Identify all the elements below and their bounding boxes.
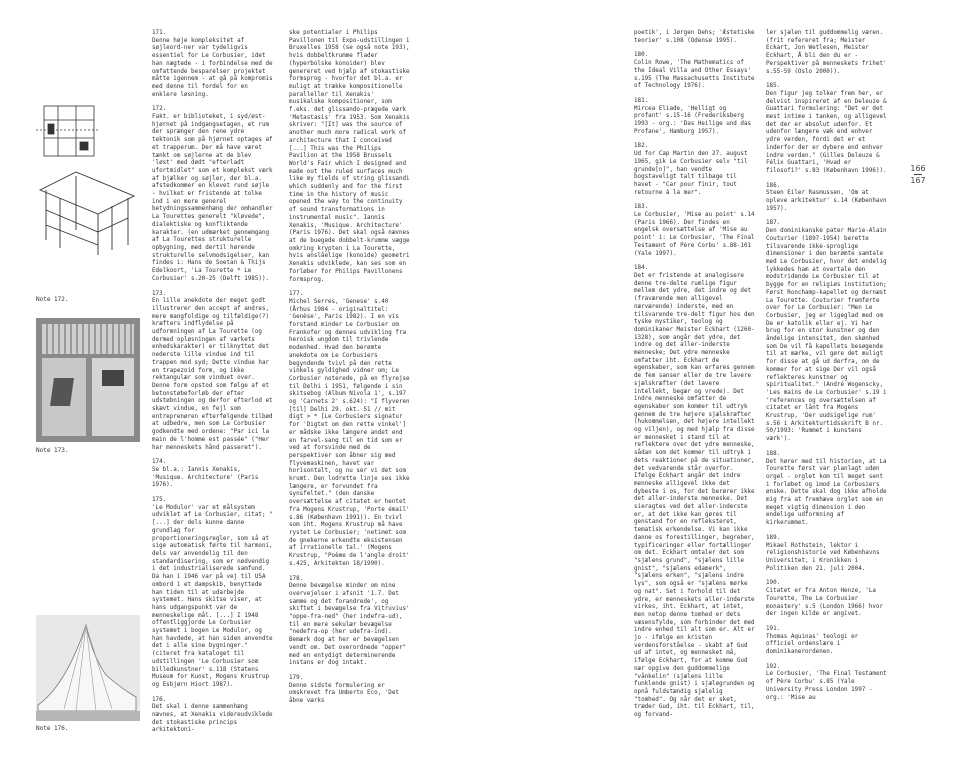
footnote-number: 174.	[152, 459, 167, 466]
footnote	[766, 83, 890, 175]
figure-caption: Note 172.	[36, 296, 69, 303]
footnote-text: Fakt. er biblioteket, i syd/øst-hjørnet på indgangsetagen, et rum der sprænger den rene ydre tektonik som på hjørnet optages af et trapperum. Der må have været tænkt om søjlerne at de blev 'løst' med dødt "efterladt ufortmidlet" som et komplekst værk af bjælker og søjler, der bl.a. afstedkommer en klevet rund søjle - hvilket er fristende at tolke ind i en mere generel betydningssammenhæng der omhandler La Tourettes generelt "kløvede", dialektiske og konfliktende karakter. (en udmærket gennemgang af La Tourettes strukturelle opbygning, med dertil hørende strukturelle selvmodsigelser, kan findes i: Hans de Soetan & Thijs Edelkoort, 'La Tourette * Le Corbusier' s.20-25 (Delft 1985)).	[152, 114, 273, 282]
footnote	[152, 497, 276, 690]
footnote	[634, 265, 758, 719]
footnote	[766, 183, 890, 214]
footnote	[152, 291, 276, 453]
footnote-number: 190.	[766, 580, 781, 587]
footnote-number: 192.	[766, 663, 781, 670]
footnote	[152, 697, 276, 736]
footnote	[634, 98, 758, 137]
footnote-number: 176.	[152, 696, 167, 703]
footnote-text: Michel Serres, 'Genese' s.40 (Århus 1984 - originaltitel: 'Genèse', Paris 1982). I en vis forstand minder Le Corbusier om Frankofer og dennes udvikling fra heroisk ungdom til trivlende modenhed. Hvad den berømte anekdote om Le Corbusiers begyndende tvivl på den rette vinkels gyldighed vidner om; Le Corbusier noterede, på en flyrejse til Delhi i 1951, følgende i sin skitsebog (Album Nivola 1', s.197 og 'Carnets 2' s.624): "I flyveren [til] Delhi 29. okt. 51 // mit digt > * [Le Corbusiers signatur for 'Digtet om den rette vinkel'] er mådske ikke længere andet end en farvel-sang til en tid som er ved at forsvinde med de perspektiver som åbner sig med flyvemaskinen, havet var horisontalt, og nu ser vi det som krumt. Den lodrette linje ses ikke længere, er forvundet fra synsfeltet." (den danske oversættelse af citatet er hentet fra Mogens Krustrup, 'Porte émail' s.86 (København 1991)). En tvivl som iht. Mogens Krustrup må have rystet Le Corbusier; 'netimet som de gnekerne erkendte eksistensen af irrationelle tal.' (Mogens Krustrup, "Poème de l'angle droit' s.425, Arkitekten 18/1990).	[289, 298, 410, 567]
footnote-number: 175.	[152, 497, 167, 504]
footnote-text: Citatet er fra Anton Henze, 'La Tourette, The Le Corbusier monastery' s.5 (London 1966) hvor der ingen kilde er angivet.	[766, 588, 884, 618]
footnote-number: 181.	[634, 97, 649, 104]
footnote-text: 'Le Modulor' var et målsystem udviklet af Le Corbusier, citat; "[...] der dels kunne danne grundlag for proportioneringsregler, som så at sige automatisk førte til harmoni, dels var anvendelig til den standardisering, som er nødvendig i det industrialiserede samfund. Da han i 1946 var på vej til USA ombord i et dampskib, benyttede han tiden til at udarbejde systemet. Hans skitse viser, at hans udgangspunkt var de menneskelige mål. [...] I 1948 offentliggjorde Le Corbusier systemet i bogen Le Modulor, og han havdede, at han siden anvendte det i alle sine bygninger." (citeret fra kataloget til udstillingen 'Le Corbusier som billedkunstner' s.118 (Statens Museum for Kunst, Mogens Krustrup og Esbjørn Hiort 1987).	[152, 504, 273, 688]
footnote-number: 191.	[766, 625, 781, 632]
page-number-right: 167	[910, 176, 926, 185]
footnote-text: Ud for Cap Martin den 27. august 1965, gik Le Corbusier selv "til grunde[n]", han vendte bogstaveligt talt tilbage til havet - "Car pour finir, tout retourne à la mer".	[634, 151, 748, 196]
figure-concrete-photo	[36, 318, 140, 442]
footnote	[289, 675, 413, 706]
footnote	[289, 30, 413, 284]
figure-pavilion-photo	[36, 615, 140, 721]
footnote-text: Den figur jeg tolker frem her, er delvist inspireret af en Deleuze & Guattari formulering: "Det er det mest intime i tanken, og alligevel det der er absolut udenfor. Et udenfor længere væk end enhver ydre verden, fordi det er et inderfor der er dybere end enhver indre verden." (Gilles Deleuze & Félix Guattari, 'Hvad er filosofi?' s.83 (København 1996)).	[766, 90, 887, 174]
footnote-number: 189.	[766, 534, 781, 541]
footnote	[152, 459, 276, 490]
footnote-number: 185.	[766, 83, 781, 90]
footnote-text: Mircea Eliade, 'Helligt og profant' s.15-16 (Frederiksberg 1993 - org.: 'Das Heilige und das Profane', Hamburg 1957).	[634, 105, 752, 135]
footnote	[766, 451, 890, 528]
footnote-number: 183.	[634, 204, 649, 211]
page-number	[907, 163, 929, 186]
notes-column-4	[766, 30, 890, 709]
footnote-number: 187.	[766, 220, 781, 227]
footnote-number: 173.	[152, 290, 167, 297]
page-number-left: 166	[910, 164, 926, 173]
footnote	[634, 204, 758, 258]
footnote-text: Thomas Aquinas' teologi er officiel ordenslære i dominikanerordenen.	[766, 633, 859, 656]
footnote	[766, 535, 890, 574]
footnote-text: Colin Rowe, 'The Mathematics of the Ideal Villa and Other Essays' s.195 (The Massachusetts Institute of Technology 1976).	[634, 60, 755, 90]
footnote	[766, 580, 890, 619]
footnote-text: ler sjælen til guddommelig væren. (frit refereret fra; Meister Eckart, Jon Wetlesen, Meister Eckhart, Å bli den du er - Perspektiver på menneskets frihet' s.55-59 (Oslo 2000)).	[766, 30, 887, 75]
footnote-text: poetik', i Jørgen Dehs; 'Æstetiske teorier' s.108 (Odense 1995).	[634, 30, 755, 44]
figure-column-grid-drawing	[36, 100, 140, 260]
footnote	[766, 30, 890, 76]
footnote	[766, 626, 890, 657]
footnote-number: 186.	[766, 182, 781, 189]
footnote	[289, 576, 413, 668]
figure-caption: Note 173.	[36, 447, 69, 454]
footnote	[634, 30, 758, 45]
footnote-number: 172.	[152, 106, 167, 113]
footnote-text: ske potentialer i Philips Pavillonen til Expo-udstillingen i Bruxelles 1958 (se også note 193), hvis dobbeltkrumme flader (hyperbolske konoider) blev genereret ved hjælp af stokastiske formsprog - hvorfor det bl.a. er muligt at trække kompositionelle paralleller til Xenakis' musikalske kompositioner, som f.eks. det glissando-prægede værk 'Metastasis' fra 1953. Som Xenakis skriver: "[It] was the source of another much more radical work of architecture that I conceived [...] This was the Philips Pavilion at the 1958 Brussels World's Fair which I designed and made out the ruled surfaces much like my fields of string glissandi which suddenly and for the first time in the history of music opened the way to the continuity of sound transformations in instrumental music". Iannis Xenakis, 'Musique. Architecture' (Paris 1976). Det skal også nævnes at de buegede dobbelt-krumme vægge omkring krypten i La Tourette, hvis anslåelige (konoide) geometri Xenakis udviklede, kan ses som en forløber for Philips Pavillonens formsprog.	[289, 30, 410, 283]
footnote	[766, 664, 890, 703]
footnote-text: Denne bevægelse minder om mine overvejelser i afsnit '1.7. Det samme og det forandrede', og skiftet i bevægelse fra Vitruvius' "oppe-fra-ned" (her indefra-ud), til en mere sekulær bevægelse "nedefra-op (her udefra-ind). Bemærk dog at her er bevægelsen vendt om. Det overordnede "opper" med en entydigt determinerende instans er dog intakt.	[289, 583, 410, 667]
footnote	[766, 220, 890, 443]
footnote	[289, 291, 413, 568]
footnote-text: Det er fristende at analogisere denne tre-delte rumlige figur mellem det ydre, det indre og det (fraværende men alligevel nærværende) inderste, med en tilsvarende tre-delt figur hos den tyske mystiker, teolog og dominikaner Meister Eckhart (1260-1328), som angår det ydre, det indre og det aller-inderste menneske; Det ydre menneske omfatter iht. Eckhart de egenskaber, som kan erfares gennem de fem sanser eller de tre lavere sjælskræfter (det lavere intellekt, begær og vrede). Det indre menneske omfatter de egenskaber som kommer til udtryk gennem de tre højere sjælskræfter (hukommelsen, det højere intellekt og viljen), og med hjælp fra disse er mennesket i stand til at reflektere over det ydre menneske, sådan som det kommer til udtryk i dets reaktioner på de situationer, det vedvarende står overfor. Ifølge Eckhart angår det indre menneske alligevel ikke det dybeste i os, for det berører ikke det aller-inderste menneske. Det sieragtes ved det aller-inderste er, at det ikke kan gøres til genstand for en refleksteret, tematisk erkendelse. Vi kan ikke danne os forestillinger, begreber, typificeringer eller fortællinger om det. Eckhart omtaler det som "sjælens grund", "sjælens lille gnist", "sjælens edamerk", "sjælens erken", "sjælens indre lys", som også er "sjælens mørke og nat". Set i forhold til det ydre, er menneskets aller-inderste virkes, iht. Eckhart, at intet, men netop denne tomhed er dets væsensfylde, som forbinder det med indre enhed til alt som er. Alt er jo - ifølge en kristen verdensforståelse - skabt af Gud ud af intet, og mennesket må, ifølge Eckhart, for at komme Gud nær opgive den guddommelige "vånkelin" (sjælens lille funklende gnist) i sjælegrunden og opnå fuldstændig sjælelig "tomhed". Og når det er sket, træder Gud, iht. til Eckhart, til, og forvand-	[634, 272, 755, 719]
page-number-divider	[914, 174, 922, 175]
footnote	[634, 143, 758, 197]
footnote-text: En lille anekdote der meget godt illustrerer den accept af andres, mere mangfoldige og tilfældige(?) kræfters indflydelse på udformningen af La Tourette (og dermed opløsningen af værkets enhedskarakter) er tilknyttet det nederste lille vindue ind til trappen mod syd; Dette vindue har en trapezoid form, og ikke rektangulær som vinduet over. Denne form opstod som følge af et betonstøbeforløb der efter udstøbningen og derfor efterlod et skævt vindue, en fejl som entreprenøren efterfølgende tilbød at udbedre, men som Le Corbusier godkendte med ordene: "Par ici la main de l'homme est passée" ("Her har menneskets hånd passeret").	[152, 298, 273, 451]
footnote-number: 182.	[634, 143, 649, 150]
footnote-number: 171.	[152, 30, 167, 36]
footnote-text: Steen Eiler Rasmussen, 'Om at opleve arkitektur' s.14 (København 1957).	[766, 190, 887, 212]
footnote-number: 177.	[289, 291, 304, 298]
footnote	[152, 30, 276, 99]
footnote-number: 180.	[634, 52, 649, 59]
footnote-number: 184.	[634, 265, 649, 272]
footnote	[634, 52, 758, 91]
notes-column-3	[634, 30, 758, 727]
footnote-number: 179.	[289, 674, 304, 681]
footnote-text: Denne høje kompleksitet af søjleord-ner var tydeligvis essentiel for Le Corbusier, idet han nægtede - i forbindelse med de omfattende besparelser projektet måtte igennem - at gå på kompromis med denne til fordel for en enklere løsning.	[152, 37, 273, 98]
footnote-text: Se bl.a.: Iannis Xenakis, 'Musique. Architecture' (Paris 1976).	[152, 466, 259, 489]
footnote-text: Le Corbusier, 'Mise au point' s.14 (Paris 1966). Der findes en engelsk oversættelse af 'Mise au point' i: Le Corbusier, 'The Final Testament of Père Corbu' s.88-101 (Yale 1997).	[634, 212, 755, 257]
footnote	[152, 106, 276, 283]
footnote-text: Det skal i denne sammenhæng nævnes, at Xenakis videreudviklede det stokastiske princips arkitektoni-	[152, 704, 273, 734]
figure-caption: Note 176.	[36, 725, 69, 732]
footnote-text: Det hører med til historien, at La Tourette først var planlagt udøn orgel - orglet kom til meget sent i forløbet og imod Le Corbusiers ønske. Dette skal dog ikke afholde mig fra at fremhæve orglet som en meget vigtig dimension i den endelige udformning af kirkerummet.	[766, 458, 887, 527]
footnote-text: Denne sidste formulering er omskrevet fra Umberto Eco, 'Det åbne værks	[289, 682, 399, 705]
footnote-number: 188.	[766, 450, 781, 457]
footnote-text: Mikael Rothstein, lektor i religionshistorie ved Københavns Universitet, i Kronikken i Politiken den 21. juli 2004.	[766, 542, 880, 572]
notes-column-1	[152, 30, 276, 742]
footnote-text: Den dominikanske pater Marie-Alain Couturier (1897-1954) berette tilsvarende ikke-sproglige dimensioner i den berømte samtale med Le Corbusier, hvor det endelig lykkedes ham at overtale den modstridende Le Corbusier til at bygge for en religiøs institution; Først Ronchamp-kapellet og dernæst La Tourette. Couturier fremførte over for Le Corbusier: "Men Le Corbusier, jeg er ligeglad med om De er katolik eller ej. Vi har brug for en stor kunstner og den åndelige intensitet, den skønhed som De vil få kapellets besøgende til at mærke, vil gøre det muligt for disse at gå ud derfra, om de kommer for at sige Der vil også reflekteres kunstner og spiritualitet." (André Wogenscky, 'Les mains de Le Corbusier' s.19 i 'references og oversættelsen af citatet er lånt fra Mogens Krustrup, 'Der uudsigelige rum' s.56 i Arkitekturtidsskrift B nr. 50/1993: 'Rummet i kunstens værk').	[766, 228, 887, 443]
footnote-text: Le Corbusier, 'The Final Testament of Père Corbu' s.85 (Yale University Press London 1997 - org.: 'Mise au	[766, 671, 887, 701]
footnote-number: 178.	[289, 575, 304, 582]
notes-column-2	[289, 30, 413, 713]
